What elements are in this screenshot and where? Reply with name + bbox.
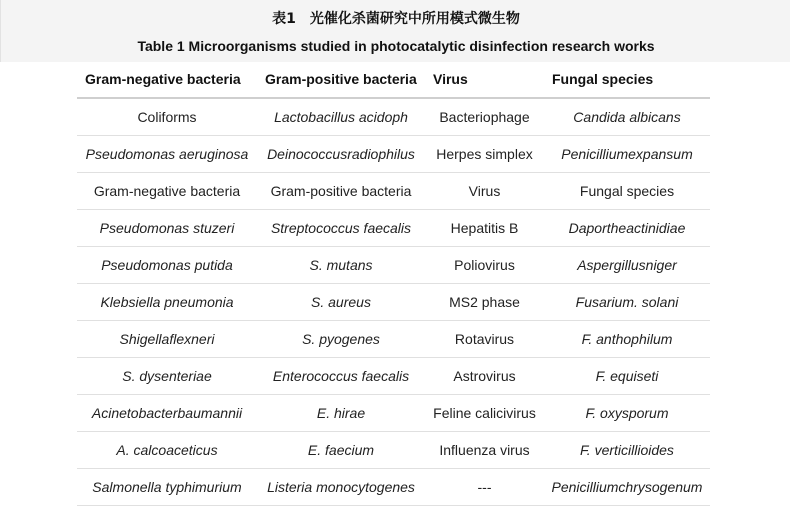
table-cell-gram-positive: Streptococcus faecalis (257, 210, 425, 247)
table-cell-virus: --- (425, 469, 544, 506)
table-cell-fungal: Fungal species (544, 173, 710, 210)
table-cell-gram-negative: Acinetobacterbaumannii (77, 395, 257, 432)
column-header-fungal: Fungal species (544, 61, 710, 98)
table-cell-fungal: Penicilliumchrysogenum (544, 469, 710, 506)
table-row (77, 395, 710, 432)
table-row (77, 469, 710, 506)
table-row (77, 321, 710, 358)
column-header-gram-positive: Gram-positive bacteria (257, 61, 425, 98)
table-cell-gram-positive: Gram-positive bacteria (257, 173, 425, 210)
table-cell-fungal: F. anthophilum (544, 321, 710, 358)
table-caption (0, 0, 790, 62)
table-cell-fungal: Fusarium. solani (544, 284, 710, 321)
table-cell-fungal: F. oxysporum (544, 395, 710, 432)
caption-english: Table 1 Microorganisms studied in photocatalytic disinfection research works (137, 38, 655, 54)
table-row (77, 98, 710, 136)
table-cell-gram-positive: Listeria monocytogenes (257, 469, 425, 506)
column-header-gram-negative: Gram-negative bacteria (77, 61, 257, 98)
table-cell-gram-positive: S. aureus (257, 284, 425, 321)
table-cell-virus: Poliovirus (425, 247, 544, 284)
table-cell-virus: Virus (425, 173, 544, 210)
table-cell-fungal: Aspergillusniger (544, 247, 710, 284)
table-cell-fungal: Candida albicans (544, 98, 710, 136)
table-cell-gram-positive: S. mutans (257, 247, 425, 284)
table-cell-gram-positive: Lactobacillus acidoph (257, 98, 425, 136)
table-header-row (77, 61, 710, 98)
table-row (77, 247, 710, 284)
table-cell-gram-negative: Salmonella typhimurium (77, 469, 257, 506)
table-cell-virus: MS2 phase (425, 284, 544, 321)
table-cell-gram-positive: Enterococcus faecalis (257, 358, 425, 395)
table-cell-virus: Hepatitis B (425, 210, 544, 247)
table-cell-gram-positive: E. hirae (257, 395, 425, 432)
table-cell-gram-negative: Pseudomonas aeruginosa (77, 136, 257, 173)
table-cell-virus: Influenza virus (425, 432, 544, 469)
table-cell-fungal: F. verticillioides (544, 432, 710, 469)
table-cell-fungal: Daportheactinidiae (544, 210, 710, 247)
table-cell-virus: Astrovirus (425, 358, 544, 395)
table-cell-gram-negative: Klebsiella pneumonia (77, 284, 257, 321)
table-row (77, 358, 710, 395)
table-row (77, 173, 710, 210)
table-row (77, 210, 710, 247)
table-cell-gram-negative: S. dysenteriae (77, 358, 257, 395)
table-cell-virus: Rotavirus (425, 321, 544, 358)
table-cell-gram-positive: S. pyogenes (257, 321, 425, 358)
table-cell-gram-negative: Coliforms (77, 98, 257, 136)
microorganisms-table (77, 61, 710, 506)
table-cell-fungal: F. equiseti (544, 358, 710, 395)
table-cell-virus: Feline calicivirus (425, 395, 544, 432)
table-cell-gram-negative: Shigellaflexneri (77, 321, 257, 358)
table-cell-gram-negative: Pseudomonas putida (77, 247, 257, 284)
table-cell-virus: Bacteriophage (425, 98, 544, 136)
table-cell-gram-negative: Pseudomonas stuzeri (77, 210, 257, 247)
table-cell-gram-positive: Deinococcusradiophilus (257, 136, 425, 173)
table-cell-gram-negative: A. calcoaceticus (77, 432, 257, 469)
table-row (77, 284, 710, 321)
table-cell-gram-negative: Gram-negative bacteria (77, 173, 257, 210)
table-cell-gram-positive: E. faecium (257, 432, 425, 469)
caption-chinese: 表1 光催化杀菌研究中所用模式微生物 (272, 11, 520, 27)
table-cell-fungal: Penicilliumexpansum (544, 136, 710, 173)
table-cell-virus: Herpes simplex (425, 136, 544, 173)
table-body (77, 98, 710, 506)
table-row (77, 432, 710, 469)
column-header-virus: Virus (425, 61, 544, 98)
table-row (77, 136, 710, 173)
